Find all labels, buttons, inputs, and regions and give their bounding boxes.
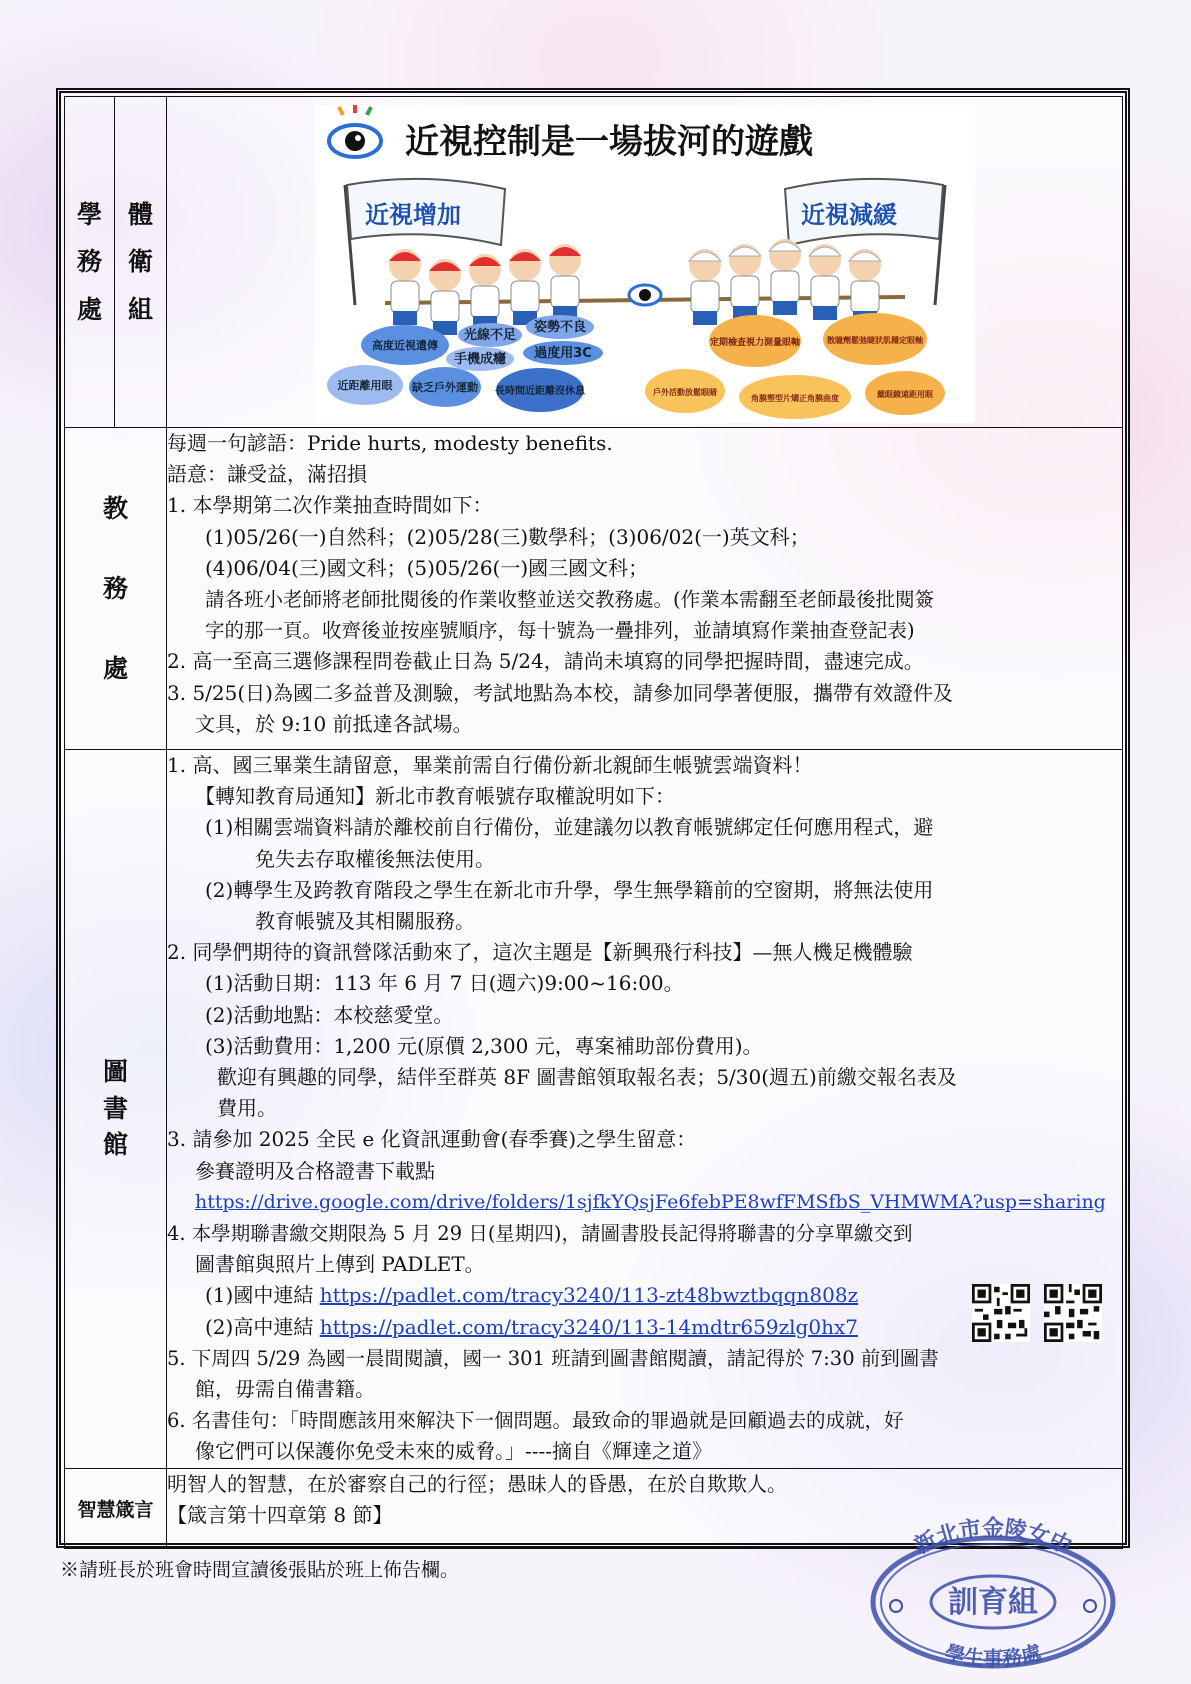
- myopia-banner-image: [315, 105, 975, 423]
- library-line: 4. 本學期聯書繳交期限為 5 月 29 日(星期四)，請圖書股長記得將聯書的分享單繳交到: [167, 1222, 913, 1246]
- library-line: 【轉知教育局通知】新北市教育帳號存取權說明如下：: [195, 784, 675, 809]
- junior-padlet-link[interactable]: https://padlet.com/tracy3240/113-zt48bwztbqqn808z: [319, 1283, 859, 1308]
- qr-codes: [972, 1284, 1102, 1342]
- right-flag-label: 近視減緩: [800, 201, 897, 229]
- senior-qr-code-icon[interactable]: [1044, 1284, 1102, 1342]
- jiaowu-content: [167, 428, 1123, 750]
- library-line: 免失去存取權後無法使用。: [255, 846, 495, 871]
- library-row: [65, 750, 1123, 1469]
- jiaowu-line: 字的那一頁。收齊後並按座號順序，每十號為一疊排列，並請填寫作業抽查登記表): [205, 619, 915, 643]
- library-line: (2)活動地點：本校慈愛堂。: [205, 1002, 454, 1027]
- remedy-2: 戶外活動放鬆眼睛: [652, 388, 717, 397]
- myopia-banner-cell: [167, 97, 1123, 428]
- library-line: 參賽證明及合格證書下載點: [195, 1158, 435, 1183]
- library-line: (1)相關雲端資料請於離校前自行備份，並建議勿以教育帳號綁定任何應用程式，避: [205, 815, 934, 840]
- stamp-school-name: 新北市金陵女中: [910, 1515, 1076, 1560]
- stamp-center-text: 訓育組: [948, 1585, 1038, 1620]
- library-line: 歡迎有興趣的同學，結伴至群英 8F 圖書館領取報名表；5/30(週五)前繳交報名表及: [217, 1065, 957, 1090]
- senior-padlet-link[interactable]: https://padlet.com/tracy3240/113-14mdtr659zlg0hx7: [319, 1314, 858, 1339]
- remedy-4: 戴眼鏡遠距用眼: [876, 390, 933, 399]
- cause-0: 高度近視遺傳: [371, 339, 438, 352]
- health-group-label: 體 衛 組: [127, 199, 153, 324]
- library-line: (1)活動日期：113 年 6 月 7 日(週六)9:00~16:00。: [205, 971, 684, 996]
- remedy-1: 散瞳劑鬆弛睫狀肌穩定眼軸: [826, 336, 923, 345]
- drive-download-link[interactable]: https://drive.google.com/drive/folders/1sjfkYQsjFe6febPE8wfFMSfbS_VHMWMA?usp=sharing: [195, 1190, 1106, 1213]
- footer-note: ※請班長於班會時間宣讀後張貼於班上佈告欄。: [60, 1559, 460, 1581]
- junior-qr-code-icon[interactable]: [972, 1284, 1030, 1342]
- cause-1: 光線不足: [463, 328, 516, 343]
- library-line: (3)活動費用：1,200 元(原價 2,300 元，專案補助部份費用)。: [205, 1033, 763, 1058]
- library-line: (2)轉學生及跨教育階段之學生在新北市升學，學生無學籍前的空窗期，將無法使用: [205, 877, 934, 902]
- remedy-3: 角膜塑型片矯正角膜曲度: [750, 394, 839, 403]
- library-line: 教育帳號及其相關服務。: [255, 909, 475, 934]
- library-content: [167, 750, 1123, 1469]
- svg-text:學生事務處: [941, 1640, 1043, 1670]
- padlet-links-block: [167, 1280, 1122, 1342]
- library-line: 費用。: [217, 1096, 277, 1121]
- jiaowu-line: 每週一句諺語：Pride hurts, modesty benefits.: [167, 431, 613, 455]
- library-line: 6. 名書佳句：「時間應該用來解決下一個問題。最致命的罪過就是回顧過去的成就，好: [167, 1409, 904, 1433]
- jiaowu-line: 文具，於 9:10 前抵達各試場。: [195, 711, 473, 736]
- library-line: 館，毋需自備書籍。: [195, 1377, 375, 1402]
- health-group-cell: [115, 97, 167, 428]
- cause-2: 姿勢不良: [533, 320, 586, 335]
- jiaowu-dept-cell: [65, 428, 167, 750]
- junior-padlet-label: (1)國中連結: [205, 1283, 320, 1308]
- wisdom-verse: 明智人的智慧，在於審察自己的行徑；愚昧人的昏愚，在於自欺欺人。: [167, 1471, 787, 1496]
- library-line: [167, 1187, 1122, 1218]
- center-eye-icon: [629, 285, 661, 305]
- left-flag-label: 近視增加: [364, 201, 461, 229]
- library-dept-cell: [65, 750, 167, 1469]
- jiaowu-dept-label: 教 務 處: [102, 493, 128, 683]
- library-line: 圖書館與照片上傳到 PADLET。: [195, 1252, 485, 1277]
- banner-title: 近視控制是一場拔河的遊戲: [404, 122, 813, 162]
- library-line: 像它們可以保護你免受未來的威脅。」----摘自《輝達之道》: [195, 1439, 713, 1464]
- cause-5: 近距離用眼: [337, 379, 392, 392]
- jiaowu-row: [65, 428, 1123, 750]
- remedy-0: 定期檢查視力測量眼軸: [709, 338, 800, 348]
- wisdom-label: 智慧箴言: [65, 1468, 167, 1548]
- bulletin-table: [64, 96, 1123, 1549]
- jiaowu-line: 請各班小老師將老師批閱後的作業收整並送交教務處。(作業本需翻至老師最後批閱簽: [205, 588, 935, 612]
- cause-4: 過度用3C: [533, 346, 592, 361]
- student-affairs-stamp: [862, 1510, 1124, 1670]
- jiaowu-line: (4)06/04(三)國文科；(5)05/26(一)國三國文科；: [205, 555, 649, 580]
- jiaowu-line: 3. 5/25(日)為國二多益普及測驗，考試地點為本校，請參加同學著便服，攜帶有效證件及: [167, 680, 953, 705]
- library-dept-label: 圖 書 館: [102, 1057, 128, 1159]
- jiaowu-line: 1. 本學期第二次作業抽查時間如下：: [167, 493, 493, 518]
- cause-3: 手機成癮: [453, 352, 506, 367]
- library-line: 2. 同學們期待的資訊營隊活動來了，這次主題是【新興飛行科技】—無人機足機體驗: [167, 940, 913, 965]
- xuewu-dept-cell: [65, 97, 115, 428]
- xuewu-row: [65, 97, 1123, 428]
- jiaowu-line: 語意：謙受益，滿招損: [167, 462, 367, 487]
- wisdom-reference: 【箴言第十四章第 8 節】: [167, 1502, 393, 1527]
- library-line: 3. 請參加 2025 全民 e 化資訊運動會(春季賽)之學生留意：: [167, 1127, 697, 1152]
- library-line: 1. 高、國三畢業生請留意，畢業前需自行備份新北親師生帳號雲端資料！: [167, 753, 813, 777]
- senior-padlet-label: (2)高中連結: [205, 1314, 320, 1339]
- stamp-office-name: 學生事務處: [942, 1640, 1044, 1670]
- jiaowu-line: 2. 高一至高三選修課程問卷截止日為 5/24，請尚未填寫的同學把握時間，盡速完成。: [167, 649, 924, 674]
- xuewu-dept-label: 學 務 處: [76, 199, 102, 324]
- library-line: 5. 下周四 5/29 為國一晨間閱讀，國一 301 班請到圖書館閱讀，請記得於 7:30 前到圖書: [167, 1346, 939, 1370]
- cause-7: 長時間近距離沒休息: [494, 386, 585, 397]
- svg-text:新北市金陵女中: [910, 1515, 1076, 1559]
- cause-6: 缺乏戶外運動: [411, 381, 478, 394]
- jiaowu-line: (1)05/26(一)自然科；(2)05/28(三)數學科；(3)06/02(一)英文科；: [205, 524, 810, 549]
